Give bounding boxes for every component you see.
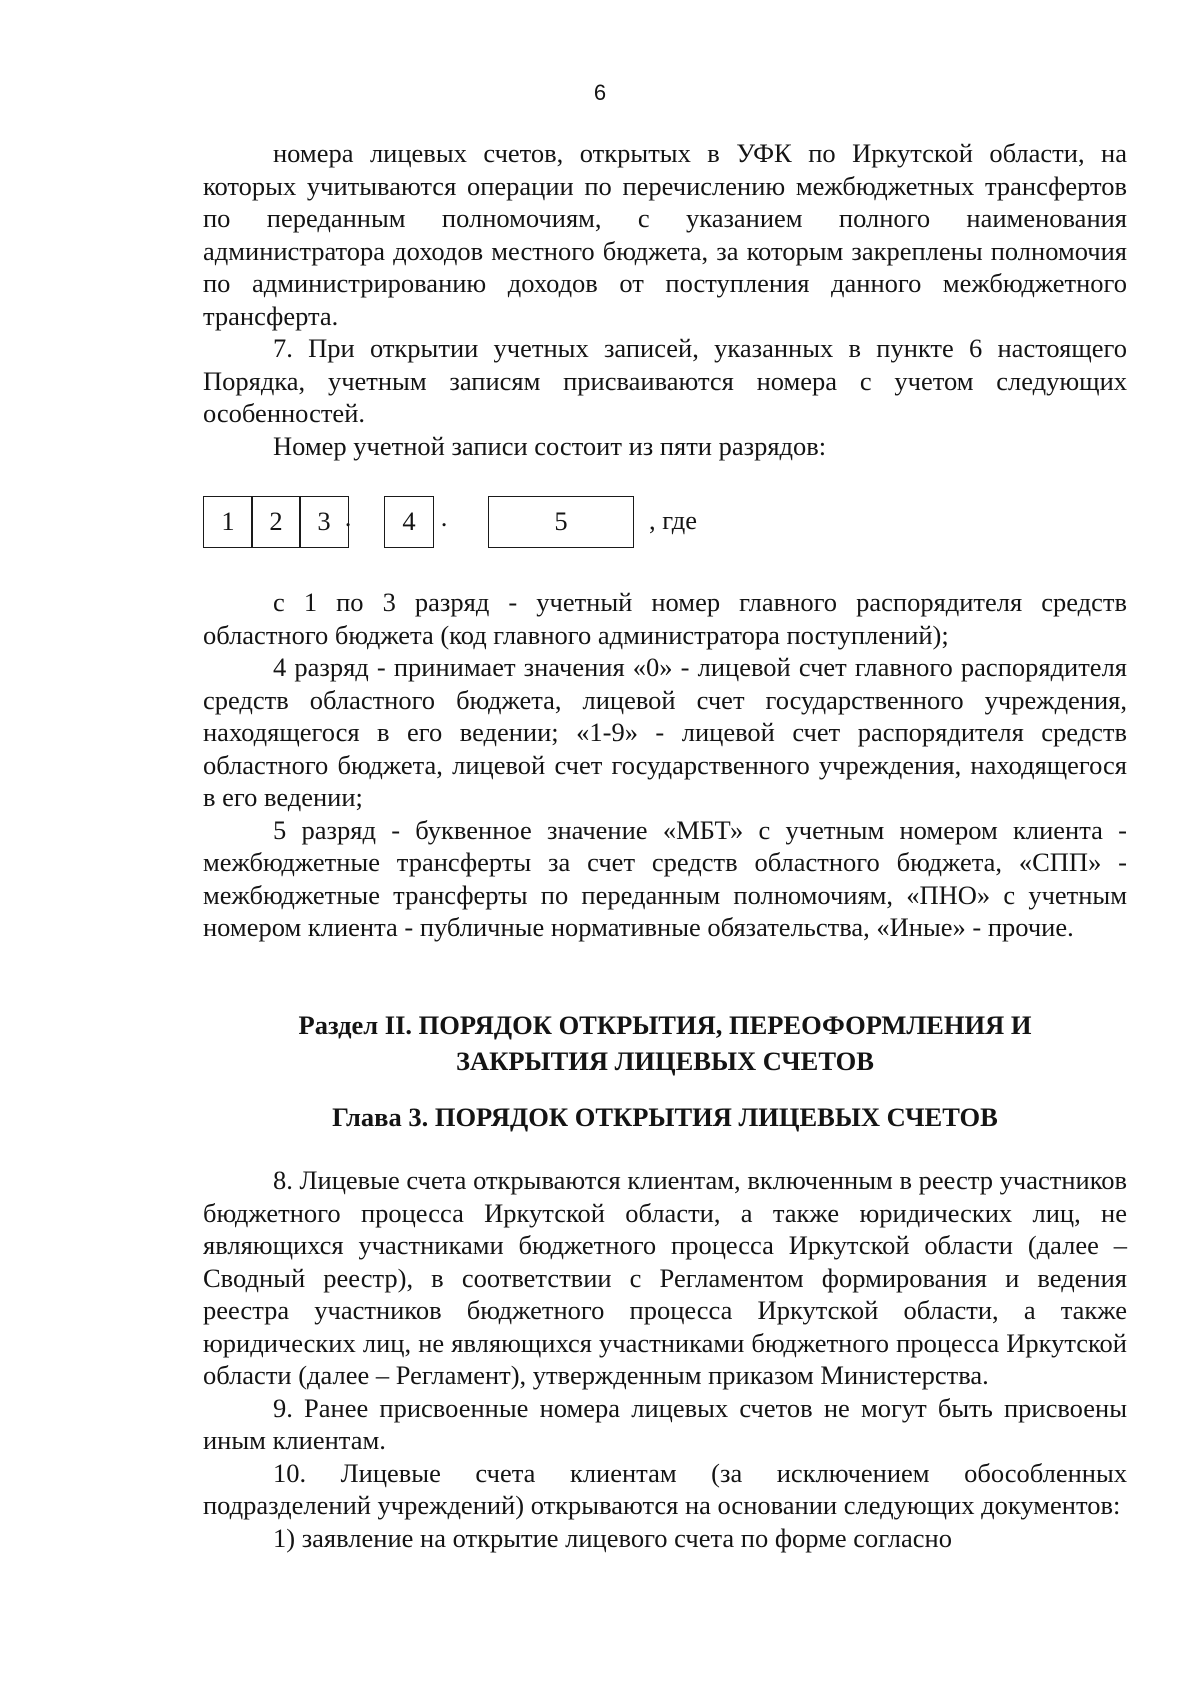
separator-dot-2: . [440, 502, 448, 532]
paragraph-account-numbers: номера лицевых счетов, открытых в УФК по Иркутской области, на которых учитываются операции по перечислению межбюджетных трансфертов по переданным полномочиям, с указанием полного наименования администратора доходов местного бюджета, за которым закреплены полномочия по администрированию доходов от поступления данного межбюджетного трансферта. [203, 138, 1127, 331]
paragraph-digits-1-3: с 1 по 3 разряд - учетный номер главного распорядителя средств областного бюджета (код главного администратора поступлений); [203, 587, 1127, 650]
digit-box-5: 5 [488, 496, 634, 548]
paragraph-8: 8. Лицевые счета открываются клиентам, включенным в реестр участников бюджетного процесса Иркутской области, а также юридических лиц, не являющихся участниками бюджетного процесса Иркутской области (далее – Сводный реестр), в соответствии с Регламентом формирования и ведения реестра участников бюджетного процесса Иркутской области, а также юридических лиц, не являющихся участниками бюджетного процесса Иркутской области (далее – Регламент), утвержденным приказом Министерства. [203, 1165, 1127, 1390]
digit-box-4: 4 [384, 496, 434, 548]
digit-box-1: 1 [203, 496, 253, 548]
digit-box-2: 2 [251, 496, 301, 548]
paragraph-digit-4: 4 разряд - принимает значения «0» - лицевой счет главного распорядителя средств областного бюджета, лицевой счет государственного учреждения, находящегося в его ведении; «1-9» - лицевой счет распорядителя средств областного бюджета, лицевой счет государственного учреждения, находящегося в его ведении; [203, 652, 1127, 812]
page-number: 6 [593, 80, 607, 105]
digit-box-3: 3 [299, 496, 349, 548]
text-block-digits-explained [203, 586, 1127, 944]
scheme-suffix: , где [649, 505, 698, 535]
text-block-bottom [203, 1164, 1127, 1554]
text-block-top [203, 137, 1127, 462]
chapter-heading: Глава 3. ПОРЯДОК ОТКРЫТИЯ ЛИЦЕВЫХ СЧЕТОВ [332, 1102, 998, 1132]
paragraph-7: 7. При открытии учетных записей, указанных в пункте 6 настоящего Порядка, учетным записям присваиваются номера с учетом следующих особенностей. [203, 333, 1127, 428]
paragraph-digit-5: 5 разряд - буквенное значение «МБТ» с учетным номером клиента - межбюджетные трансферты за счет средств областного бюджета, «СПП» - межбюджетные трансферты по переданным полномочиям, «ПНО» с учетным номером клиента - публичные нормативные обязательства, «Иные» - прочие. [203, 814, 1127, 942]
section-heading-line-1: Раздел II. ПОРЯДОК ОТКРЫТИЯ, ПЕРЕОФОРМЛЕНИЯ И [298, 1010, 1032, 1040]
section-heading-line-2: ЗАКРЫТИЯ ЛИЦЕВЫХ СЧЕТОВ [456, 1046, 874, 1076]
paragraph-record-format-intro: Номер учетной записи состоит из пяти разрядов: [273, 430, 827, 461]
section-heading [203, 1007, 1127, 1079]
paragraph-9: 9. Ранее присвоенные номера лицевых счетов не могут быть присвоены иным клиентам. [203, 1392, 1127, 1455]
paragraph-10: 10. Лицевые счета клиентам (за исключением обособленных подразделений учреждений) открываются на основании следующих документов: [203, 1457, 1127, 1520]
paragraph-10-item-1: 1) заявление на открытие лицевого счета по форме согласно [273, 1522, 952, 1553]
separator-dot-1: . [344, 502, 352, 532]
